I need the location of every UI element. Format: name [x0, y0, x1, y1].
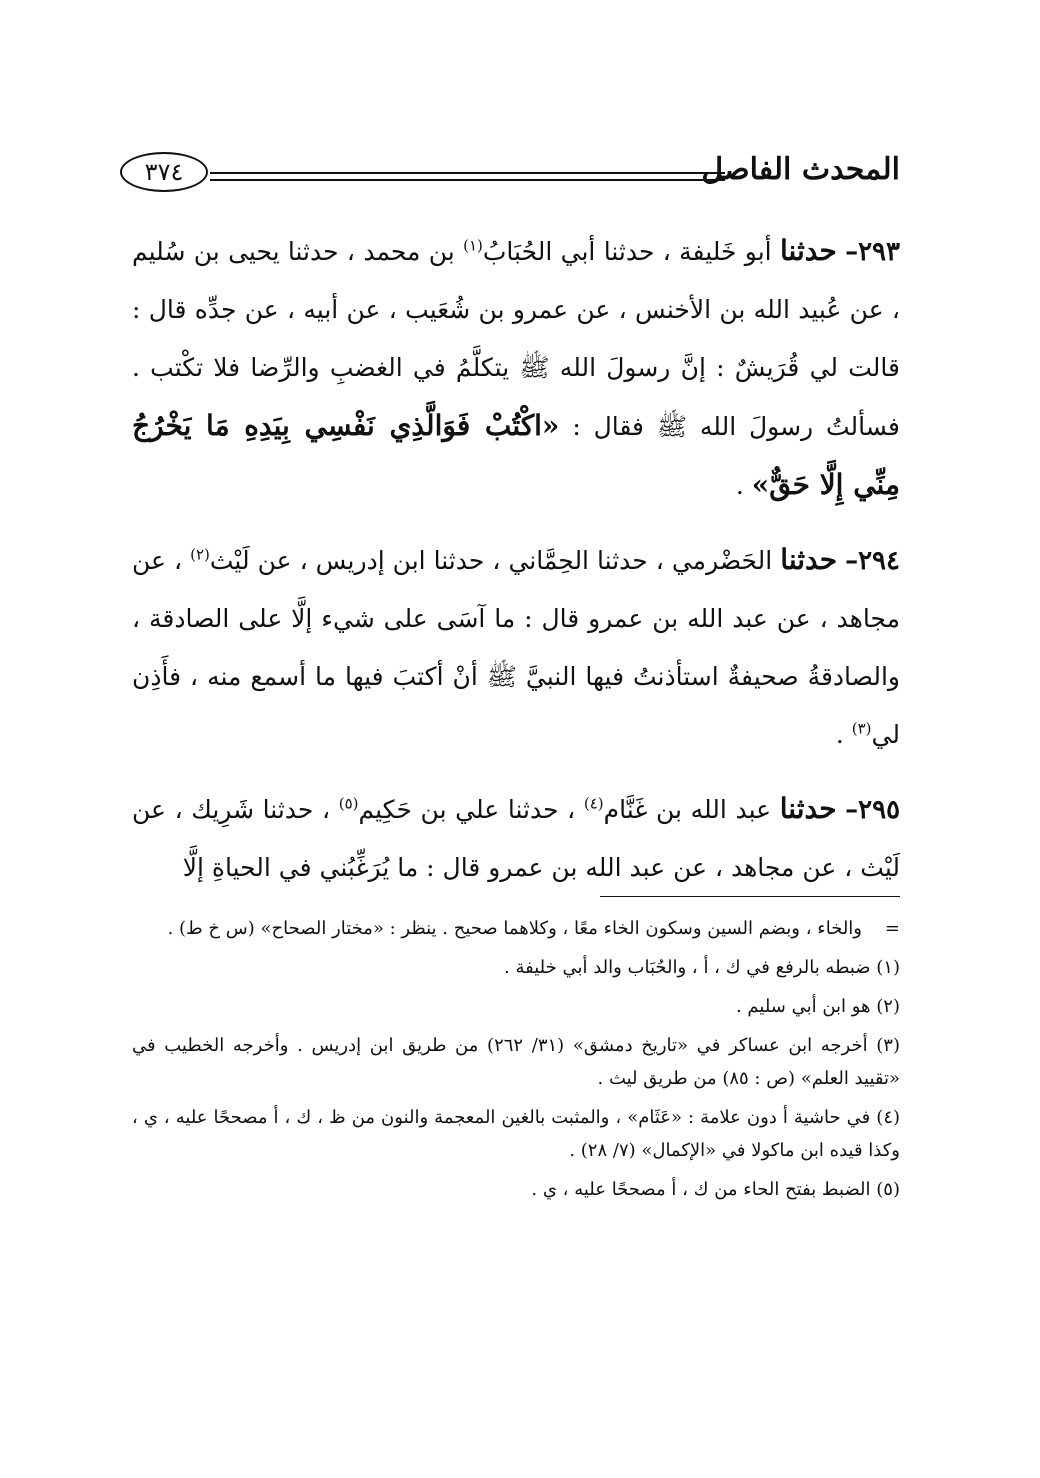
footnote-4: (٤) في حاشية أ دون علامة : «عَثَام» ، والمثبت بالغين المعجمة والنون من ظ ، ك ، أ مصححًا عليه ، ي ، وكذا قيده ابن ماكولا في «الإكمال» (٧/ ٢٨) . — [132, 1107, 901, 1161]
hadith-number: ٢٩٥– — [845, 795, 901, 825]
hadith-text: ، حدثنا شَرِيك ، عن لَيْث ، عن مجاهد ، عن عبد الله بن عمرو قال : ما يُرَغِّبُني في الحياةِ إلَّا — [132, 795, 900, 882]
hadith-text: الحَضْرمي ، حدثنا الحِمَّاني ، حدثنا ابن إدريس ، عن لَيْث — [209, 546, 773, 575]
footnotes — [132, 912, 900, 1212]
footnote-ref[interactable]: (٥) — [338, 794, 359, 813]
hadith-295 — [132, 780, 900, 897]
prophetic-quote: «اكْتُبْ فَوَالَّذِي نَفْسِي بِيَدِهِ مَا يَخْرُجُ مِنِّي إِلَّا حَقٌّ» — [132, 409, 900, 501]
footnote-5: (٥) الضبط بفتح الحاء من ك ، أ مصححًا عليه ، ي . — [531, 1179, 900, 1200]
hadith-number: ٢٩٤– — [845, 546, 900, 576]
haddathana-keyword: حدثنا — [779, 234, 837, 267]
hadith-text: بن محمد ، حدثنا يحيى بن سُليم ، عن عُبيد الله بن الأخنس ، عن عمرو بن شُعَيب ، عن أبيه ، عن جدِّه قال : قالت لي قُرَيشٌ : إنَّ رسولَ الله ﷺ يتكلَّمُ في الغضبِ والرِّضا فلا تكْتب . فسألتُ رسولَ الله ﷺ فقال : — [132, 237, 900, 441]
footnote-2: (٢) هو ابن أبي سليم . — [735, 996, 900, 1017]
hadith-number: ٢٩٣– — [845, 237, 900, 267]
footnote-ref[interactable]: (١) — [463, 236, 483, 255]
haddathana-keyword: حدثنا — [780, 543, 838, 576]
hadith-294 — [132, 531, 900, 764]
footnote-3: (٣) أخرجه ابن عساكر في «تاريخ دمشق» (٣١/ ٢٦٢) من طريق ابن إدريس . وأخرجه الخطيب في «تقييد العلم» (ص : ٨٥) من طريق ليث . — [132, 1035, 900, 1089]
haddathana-keyword: حدثنا — [779, 792, 837, 825]
hadith-text: . — [835, 720, 844, 749]
footnote-continuation — [132, 912, 900, 945]
footnote-text: والخاء ، وبضم السين وسكون الخاء معًا ، وكلاهما صحيح . ينظر : «مختار الصحاح» (س خ ط) . — [167, 918, 862, 939]
footnote-1: (١) ضبطه بالرفع في ك ، أ ، والحُبَاب والد أبي خليفة . — [504, 957, 900, 978]
hadith-text: . — [735, 471, 744, 500]
hadith-text: عبد الله بن غَنَّام — [603, 795, 772, 824]
book-title: المحدث الفاصل — [701, 152, 900, 187]
hadith-text: ، حدثنا علي بن حَكِيم — [358, 795, 576, 824]
header-double-rule — [210, 172, 725, 181]
footnote-separator — [600, 896, 900, 897]
main-text — [132, 222, 900, 897]
hadith-293 — [132, 222, 900, 515]
footnote-ref[interactable]: (٣) — [851, 719, 872, 738]
hadith-text: أبو خَليفة ، حدثنا أبي الحُبَابُ — [482, 237, 772, 266]
footnote-ref[interactable]: (٢) — [190, 545, 210, 564]
continuation-mark: = — [884, 918, 900, 939]
footnote-ref[interactable]: (٤) — [583, 794, 604, 813]
page-number: ٣٧٤ — [120, 152, 208, 192]
page-header — [120, 150, 900, 210]
hadith-text: ، عن مجاهد ، عن عبد الله بن عمرو قال : ما آسَى على شيء إلَّا على الصادقة ، والصادقةُ صحيفةٌ استأذنتُ فيها النبيَّ ﷺ أنْ أكتبَ فيها ما أسمع منه ، فأَذِن لي — [132, 546, 900, 749]
